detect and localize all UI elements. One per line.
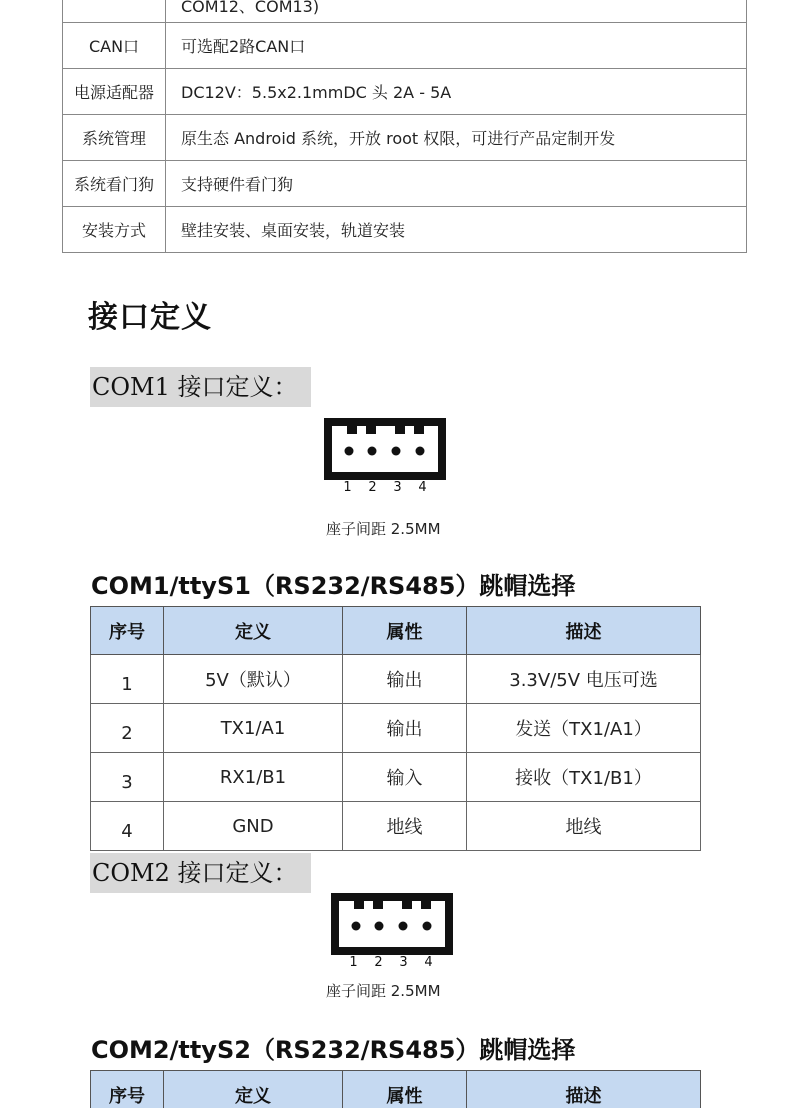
pin-number: 2 [374, 955, 383, 970]
com2-label: COM2 接口定义： [90, 853, 311, 893]
pin-number: 2 [368, 480, 377, 495]
table-row [91, 802, 701, 851]
pitch-note: 座子间距 2.5MM [326, 982, 441, 1000]
spec-key: 安装方式 [63, 207, 166, 253]
spec-value: 原生态 Android 系统，开放 root 权限，可进行产品定制开发 [166, 115, 747, 161]
spec-key: 系统管理 [63, 115, 166, 161]
pin-number: 1 [349, 955, 358, 970]
com1-pin-table [90, 606, 701, 851]
cell-attribute: 输出 [343, 655, 467, 704]
cell-definition: TX1/A1 [164, 704, 343, 753]
pin-number: 4 [418, 480, 427, 495]
cell-index: 2 [91, 704, 164, 753]
cell-description: 3.3V/5V 电压可选 [467, 655, 701, 704]
table-row [91, 655, 701, 704]
spec-key [63, 0, 166, 23]
spec-key: 电源适配器 [63, 69, 166, 115]
com2-jumper-title: COM2/ttyS2（RS232/RS485）跳帽选择 [91, 1036, 576, 1064]
header-attribute: 属性 [343, 1071, 467, 1108]
header-attribute: 属性 [343, 607, 467, 655]
cell-index: 1 [91, 655, 164, 704]
spec-table [62, 0, 747, 253]
connector-4pin-icon [324, 418, 446, 480]
pin-number: 1 [343, 480, 352, 495]
cell-definition: RX1/B1 [164, 753, 343, 802]
table-header-row [91, 607, 701, 655]
pin-number: 4 [424, 955, 433, 970]
com1-label: COM1 接口定义： [90, 367, 311, 407]
header-description: 描述 [467, 607, 701, 655]
header-definition: 定义 [164, 607, 343, 655]
cell-description: 接收（TX1/B1） [467, 753, 701, 802]
cell-definition: 5V（默认） [164, 655, 343, 704]
pin-number: 3 [399, 955, 408, 970]
cell-attribute: 地线 [343, 802, 467, 851]
spec-value: 可选配2路CAN口 [166, 23, 747, 69]
pin-numbers [335, 480, 435, 495]
spec-row [63, 115, 747, 161]
table-row [91, 753, 701, 802]
section-title: 接口定义 [88, 300, 212, 335]
com2-pin-table [90, 1070, 701, 1108]
cell-index: 4 [91, 802, 164, 851]
connector-4pin-icon [331, 893, 453, 955]
table-header-row [91, 1071, 701, 1108]
cell-attribute: 输出 [343, 704, 467, 753]
spec-value: DC12V：5.5x2.1mmDC 头 2A - 5A [166, 69, 747, 115]
header-index: 序号 [91, 607, 164, 655]
cell-description: 发送（TX1/A1） [467, 704, 701, 753]
spec-row [63, 161, 747, 207]
cell-description: 地线 [467, 802, 701, 851]
pin-numbers [341, 955, 441, 970]
spec-value: 壁挂安装、桌面安装，轨道安装 [166, 207, 747, 253]
spec-key: CAN口 [63, 23, 166, 69]
pin-number: 3 [393, 480, 402, 495]
spec-value: COM12、COM13) [166, 0, 747, 23]
com1-jumper-title: COM1/ttyS1（RS232/RS485）跳帽选择 [91, 572, 576, 600]
cell-definition: GND [164, 802, 343, 851]
spec-row [63, 0, 747, 23]
header-description: 描述 [467, 1071, 701, 1108]
spec-key: 系统看门狗 [63, 161, 166, 207]
spec-row [63, 207, 747, 253]
spec-row [63, 69, 747, 115]
spec-value: 支持硬件看门狗 [166, 161, 747, 207]
pitch-note: 座子间距 2.5MM [326, 520, 441, 538]
cell-attribute: 输入 [343, 753, 467, 802]
spec-row [63, 23, 747, 69]
header-definition: 定义 [164, 1071, 343, 1108]
table-row [91, 704, 701, 753]
cell-index: 3 [91, 753, 164, 802]
header-index: 序号 [91, 1071, 164, 1108]
